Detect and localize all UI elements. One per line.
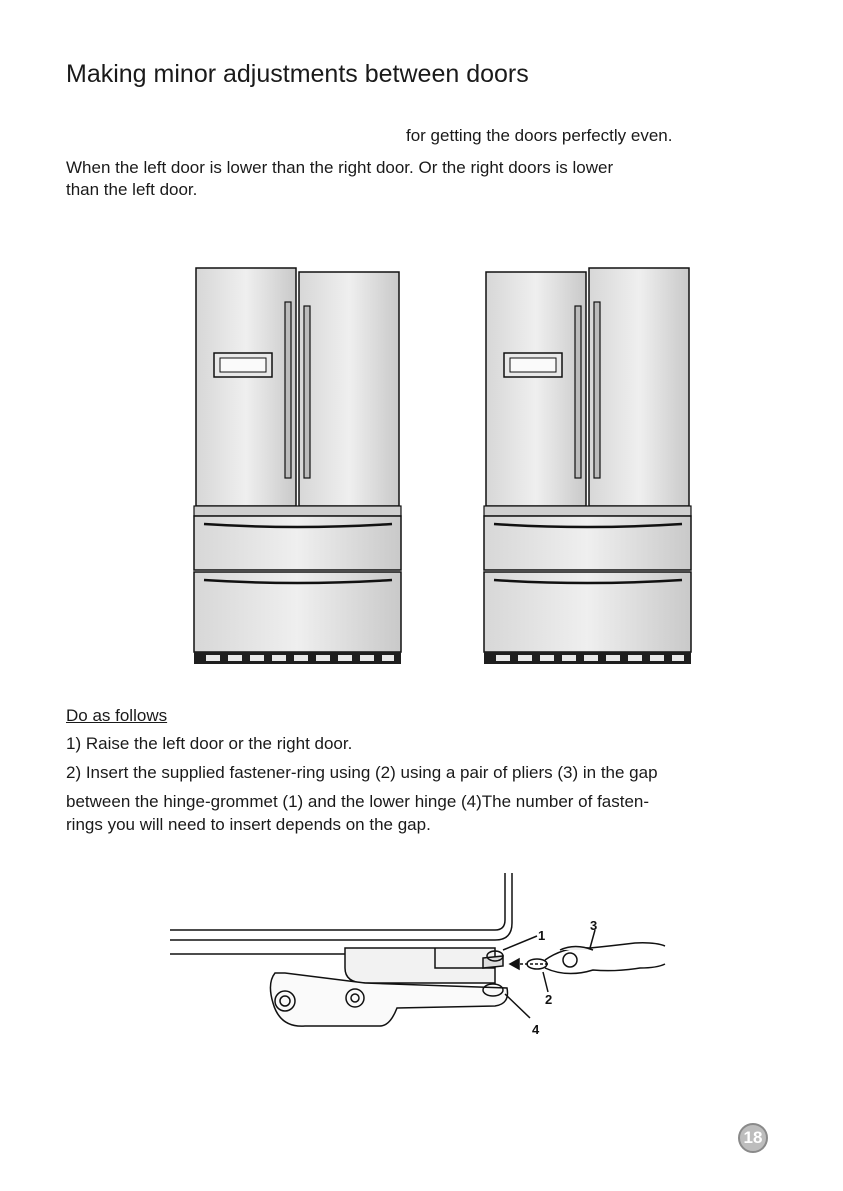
fridge-left-door-high (194, 268, 401, 664)
refrigerator-illustrations (180, 258, 700, 678)
condition-text-line-1: When the left door is lower than the right door. Or the right doors is lower (66, 158, 614, 177)
step-2-line-2: between the hinge-grommet (1) and the lower hinge (4)The number of fasten- (66, 792, 650, 811)
step-2-line-1: 2) Insert the supplied fastener-ring using (2) using a pair of pliers (3) in the gap (66, 763, 658, 782)
step-2-line-3: rings you will need to insert depends on the gap. (66, 815, 431, 834)
fridge-right-door-high (484, 268, 691, 664)
intro-text: for getting the doors perfectly even. (406, 126, 673, 145)
callout-3: 3 (590, 918, 598, 933)
callout-1: 1 (538, 928, 546, 943)
step-1: 1) Raise the left door or the right door. (66, 734, 353, 753)
hinge-illustration (165, 868, 685, 1043)
callout-4: 4 (532, 1022, 540, 1037)
page-title: Making minor adjustments between doors (66, 60, 529, 88)
steps-heading: Do as follows (66, 706, 168, 725)
condition-text-line-2: than the left door. (66, 180, 198, 199)
page-number-badge: 18 (738, 1123, 768, 1153)
callout-2: 2 (545, 992, 553, 1007)
